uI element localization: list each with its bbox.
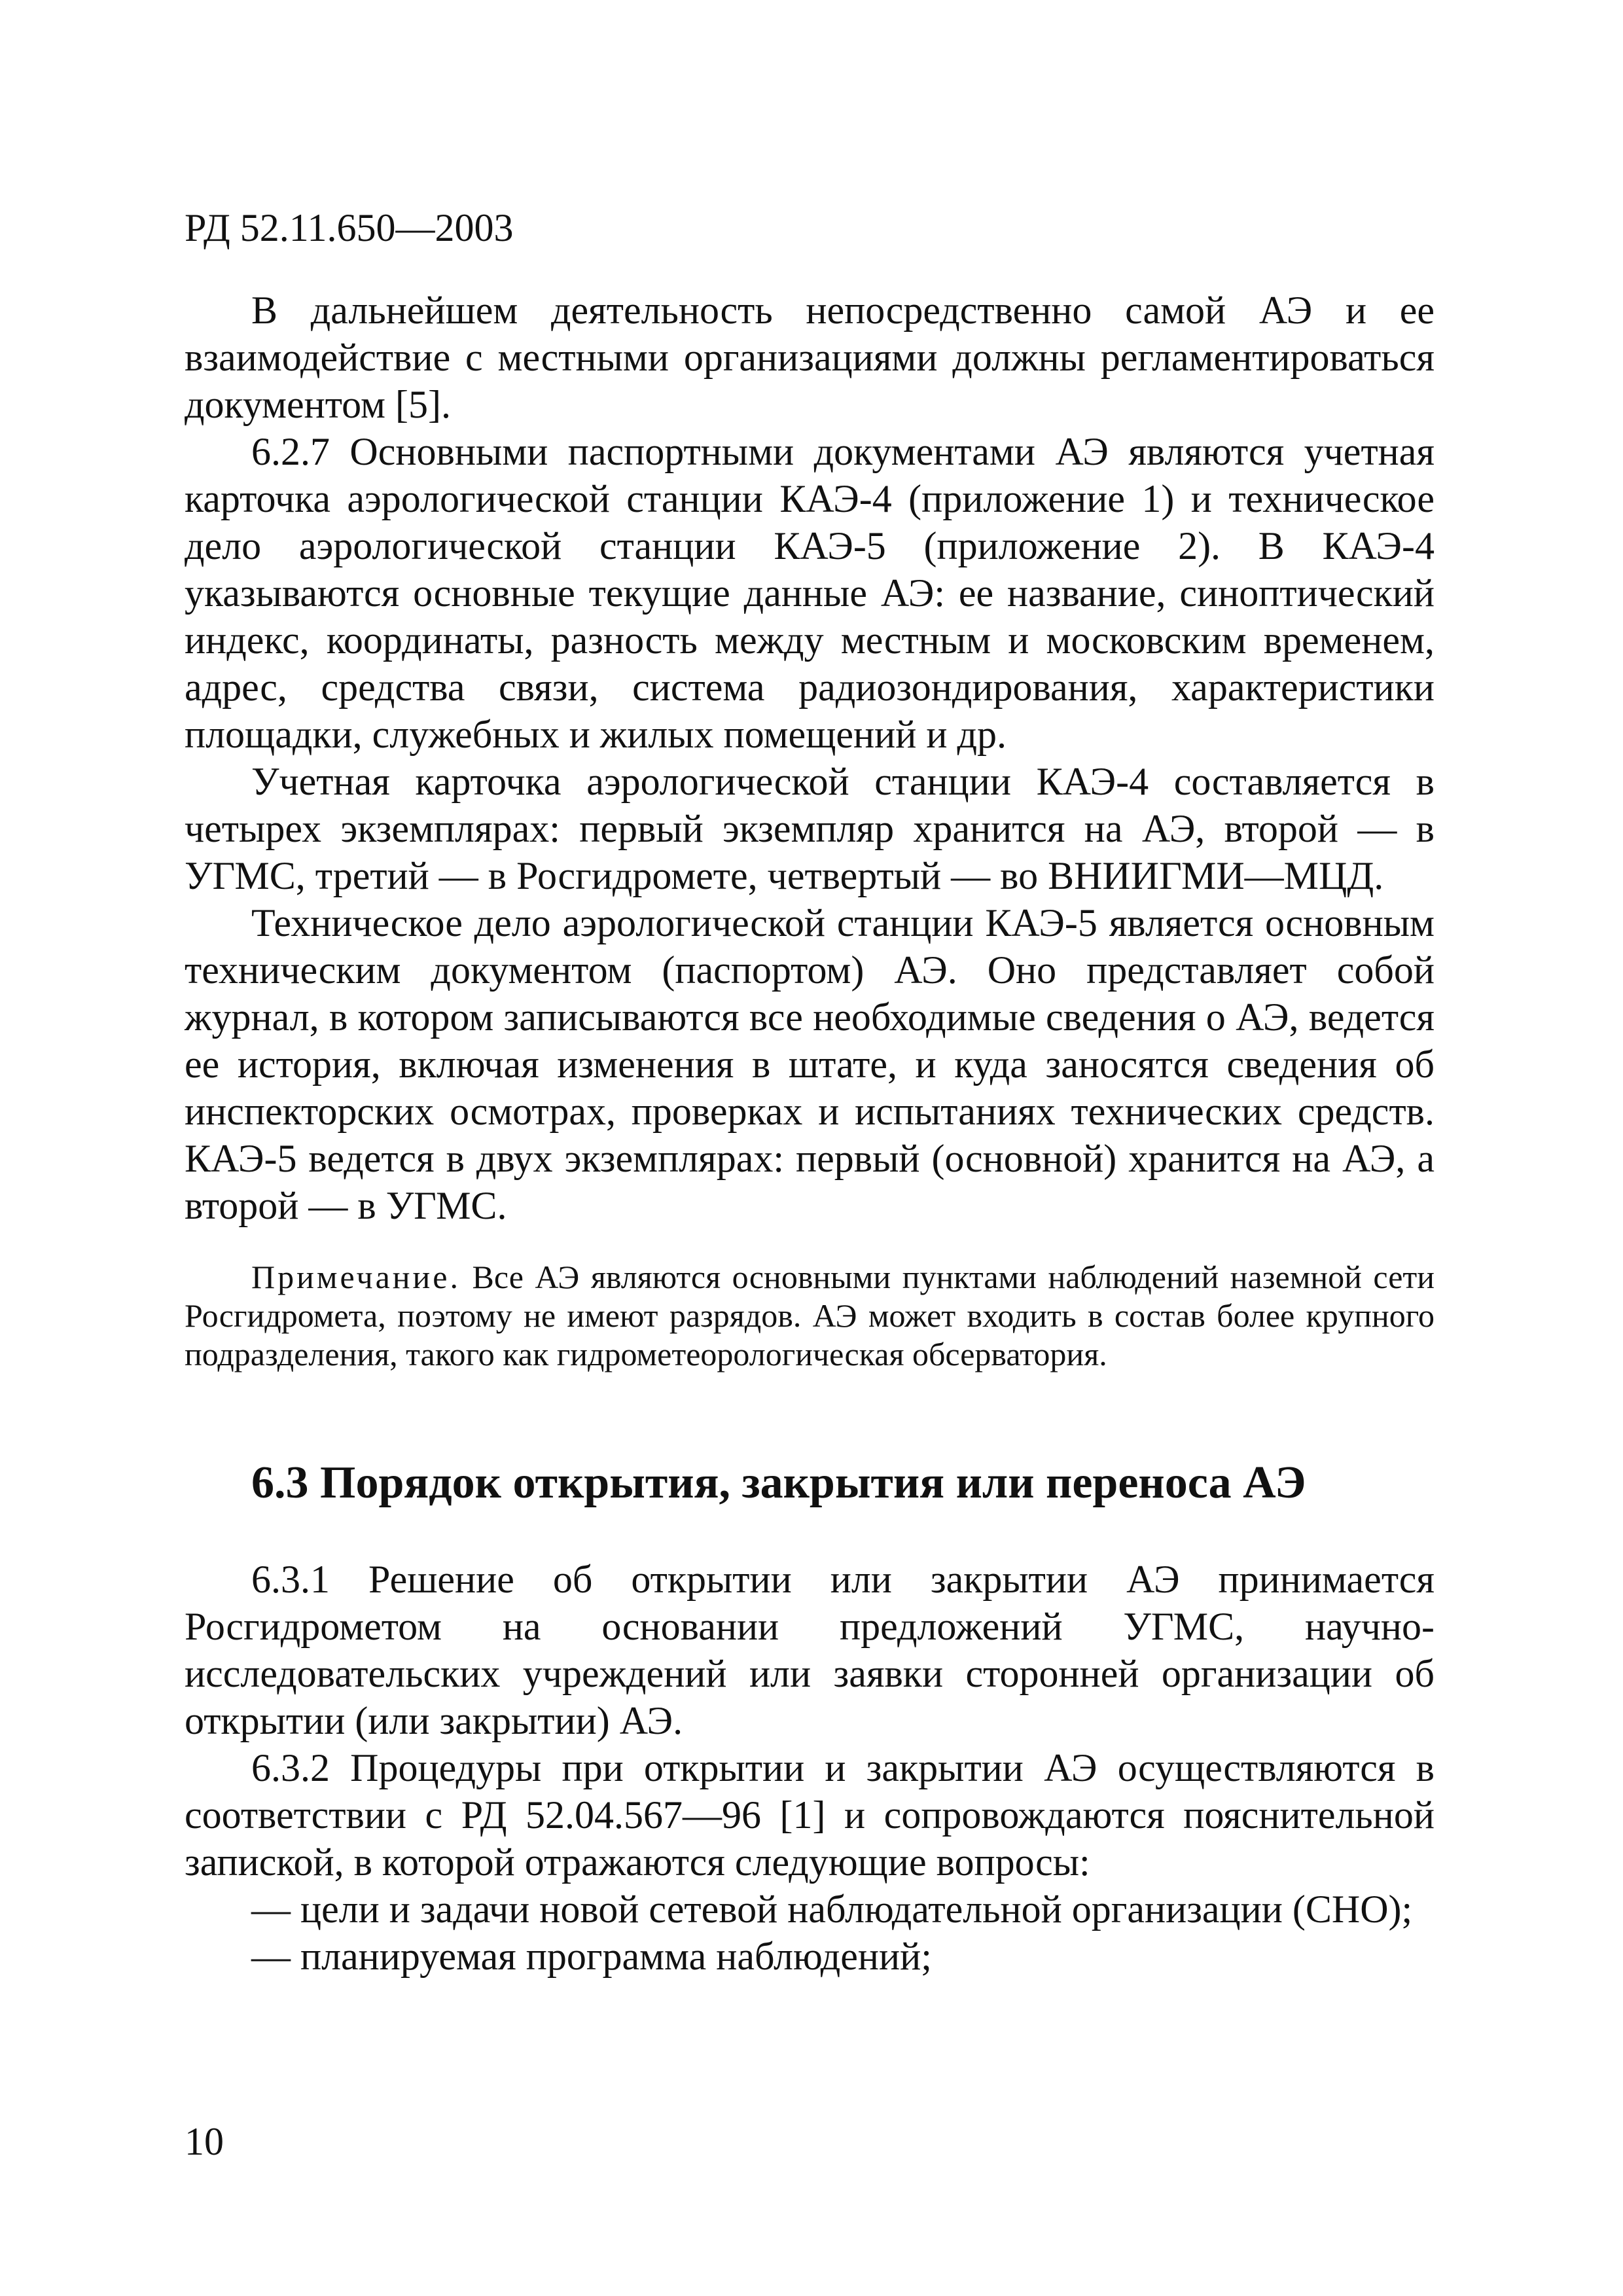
list-item-goals: — цели и задачи новой сетевой наблюдательной организации (СНО);: [251, 1888, 1413, 1931]
document-code: РД 52.11.650—2003: [185, 206, 514, 249]
note-text: Все АЭ являются основными пунктами наблюдений наземной сети Росгидромета, поэтому не имеют разрядов. АЭ может входить в состав более крупного подразделения, такого как гидрометеорологическая обсерватория.: [185, 1259, 1435, 1372]
paragraph-6-2-7: 6.2.7 Основными паспортными документами АЭ являются учетная карточка аэрологической станции КАЭ-4 (приложение 1) и техническое дело аэрологической станции КАЭ-5 (приложение 2). В КАЭ-4 указываются основные текущие данные АЭ: ее название, синоптический индекс, координаты, разность между местным и московским временем, адрес, средства связи, система радиозондирования, характеристики площадки, служебных и жилых помещений и др.: [185, 430, 1435, 756]
paragraph-6-3-1: 6.3.1 Решение об открытии или закрытии АЭ принимается Росгидрометом на основании предложений УГМС, научно-исследовательских учреждений или заявки сторонней организации об открытии (или закрытии) АЭ.: [185, 1558, 1435, 1742]
paragraph-6-3-2: 6.3.2 Процедуры при открытии и закрытии АЭ осуществляются в соответствии с РД 52.04.567—96 [1] и сопровождаются пояснительной запиской, в которой отражаются следующие вопросы:: [185, 1746, 1435, 1884]
section-heading-6-3: 6.3 Порядок открытия, закрытия или переноса АЭ: [251, 1458, 1306, 1508]
note: [185, 1258, 1435, 1374]
list-item-program: — планируемая программа наблюдений;: [251, 1935, 932, 1978]
page-number: 10: [185, 2120, 224, 2163]
paragraph-regulation: В дальнейшем деятельность непосредственно самой АЭ и ее взаимодействие с местными организациями должны регламентироваться документом [5].: [185, 289, 1435, 426]
document-body: [185, 287, 1435, 1980]
paragraph-kae-4-copies: Учетная карточка аэрологической станции КАЭ-4 составляется в четырех экземплярах: первый экземпляр хранится на АЭ, второй — в УГМС, третий — в Росгидромете, четвертый — во ВНИИГМИ—МЦД.: [185, 760, 1435, 897]
note-label: Примечание.: [251, 1259, 461, 1295]
paragraph-kae-5: Техническое дело аэрологической станции КАЭ-5 является основным техническим документом (паспортом) АЭ. Оно представляет собой журнал, в котором записываются все необходимые сведения о АЭ, ведется ее история, включая изменения в штате, и куда заносятся сведения об инспекторских осмотрах, проверках и испытаниях технических средств. КАЭ-5 ведется в двух экземплярах: первый (основной) хранится на АЭ, а второй — в УГМС.: [185, 901, 1435, 1227]
